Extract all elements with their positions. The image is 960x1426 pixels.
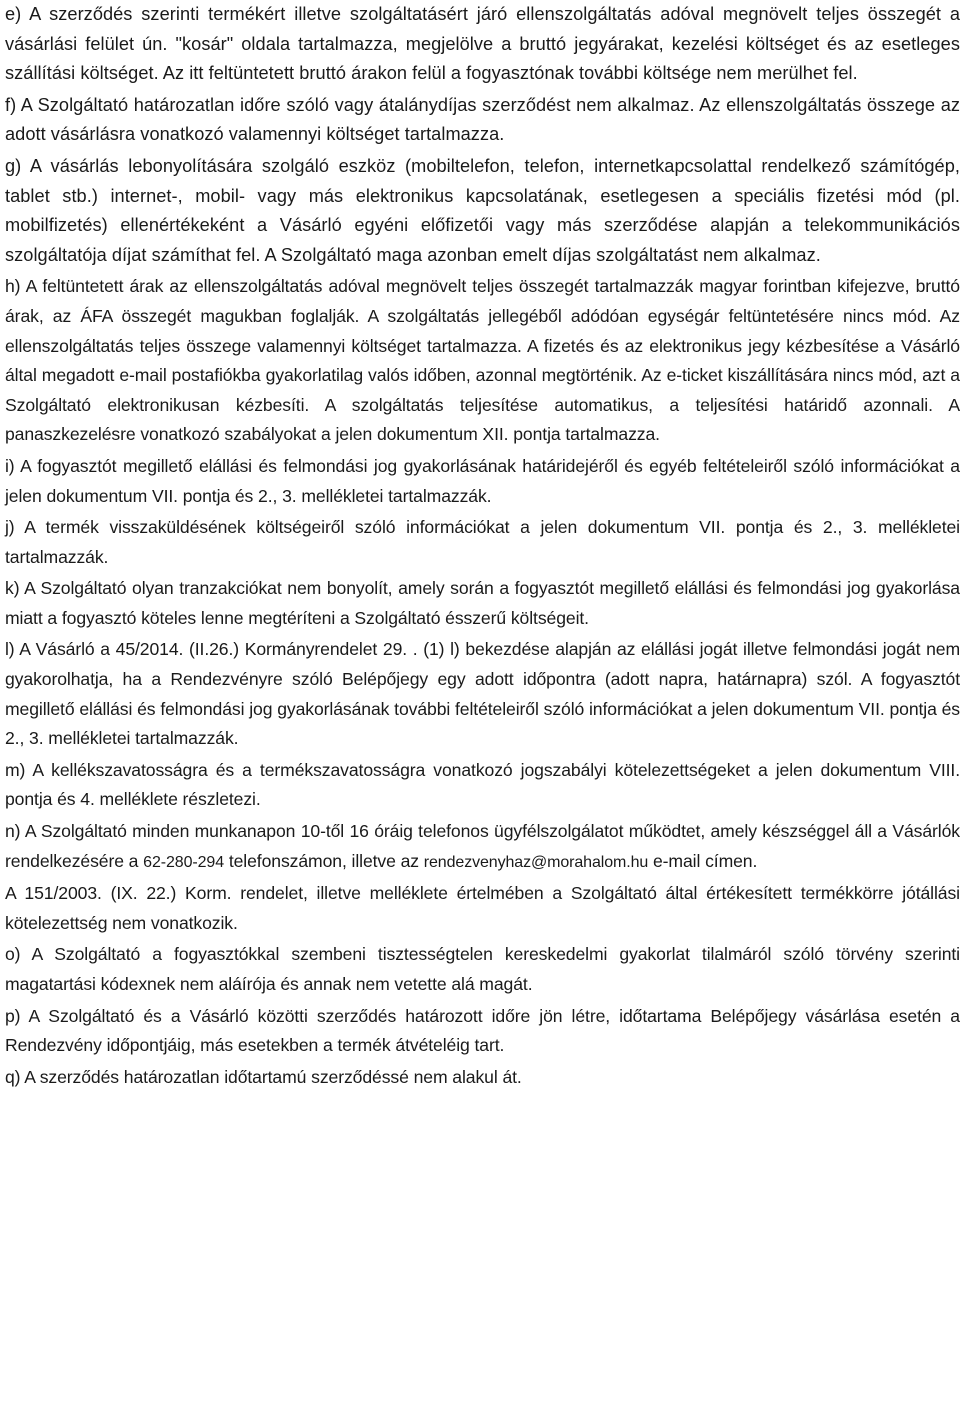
paragraph-f: f) A Szolgáltató határozatlan időre szóló vagy átalánydíjas szerződést nem alkalmaz. Az ellenszolgáltatás összege az adott vásárlásra vonatkozó valamennyi költséget tartalmazza.: [5, 94, 960, 145]
paragraph-n-text: n) A Szolgáltató minden munkanapon 10-től 16 óráig telefonos ügyfélszolgálatot működtet, amely készséggel áll a Vásárlók rendelkezésére a: [5, 821, 960, 871]
paragraph-h: h) A feltüntetett árak az ellenszolgáltatás adóval megnövelt teljes összegét tartalmazzák magyar forintban kifejezve, bruttó árak, az ÁFA összegét magukban foglalják. A szolgáltatás jellegéből adódóan egységár feltüntetésére nincs mód. Az ellenszolgáltatás teljes összege valamennyi költséget tartalmazza. A fizetés és az elektronikus jegy kézbesítése a Vásárló által megadott e-mail postafiókba gyakorlatilag valós időben, azonnal megtörténik. Az e-ticket kiszállítására nincs mód, azt a Szolgáltató elektronikusan kézbesíti. A szolgáltatás teljesítése automatikus, a teljesítési határidő azonnali. A panaszkezelésre vonatkozó szabályokat a jelen dokumentum XII. pontja tartalmazza.: [5, 276, 960, 445]
paragraph-p: p) A Szolgáltató és a Vásárló közötti szerződés határozott időre jön létre, időtartama Belépőjegy vásárlása esetén a Rendezvény időpontjáig, más esetekben a termék átvételéig tart.: [5, 1005, 960, 1056]
paragraph-i: i) A fogyasztót megillető elállási és felmondási jog gyakorlásának határidejéről és egyéb feltételeiről szóló információkat a jelen dokumentum VII. pontja és 2., 3. mellékletei tartalmazzák.: [5, 455, 960, 506]
document-page: [5, 0, 960, 1092]
paragraph-n-text-end: e-mail címen.: [648, 850, 758, 871]
paragraph-j: j) A termék visszaküldésének költségeiről szóló információkat a jelen dokumentum VII. pontja és 2., 3. mellékletei tartalmazzák.: [5, 517, 960, 567]
paragraph-n-warranty: A 151/2003. (IX. 22.) Korm. rendelet, illetve melléklete értelmében a Szolgáltató által értékesített termékkörre jótállási kötelezettség nem vonatkozik.: [5, 883, 960, 933]
paragraph-q: q) A szerződés határozatlan időtartamú szerződéssé nem alakul át.: [5, 1066, 522, 1087]
paragraph-n-text-mid: telefonszámon, illetve az: [224, 850, 424, 871]
paragraph-m: m) A kellékszavatosságra és a termékszavatosságra vonatkozó jogszabályi kötelezettségeket a jelen dokumentum VIII. pontja és 4. melléklete részletezi.: [5, 759, 960, 810]
paragraph-o: o) A Szolgáltató a fogyasztókkal szembeni tisztességtelen kereskedelmi gyakorlat tilalmáról szóló törvény szerinti magatartási kódexnek nem aláírója és annak nem vetette alá magát.: [5, 944, 960, 994]
email-address: rendezvenyhaz@morahalom.hu: [423, 853, 649, 871]
paragraph-k: k) A Szolgáltató olyan tranzakciókat nem bonyolít, amely során a fogyasztót megillető elállási és felmondási jog gyakorlása miatt a fogyasztó köteles lenne megtéríteni a Szolgáltató ésszerű költségeit.: [5, 578, 960, 628]
phone-number: 62-280-294: [143, 853, 225, 871]
paragraph-e: e) A szerződés szerinti termékért illetve szolgáltatásért járó ellenszolgáltatás adóval megnövelt teljes összegét a vásárlási felület ún. "kosár" oldala tartalmazza, megjelölve a bruttó jegyárakat, kezelési költséget és az esetleges szállítási költséget. Az itt feltüntetett bruttó árakon felül a fogyasztónak további költsége nem merülhet fel.: [5, 4, 960, 84]
paragraph-n: [5, 817, 960, 877]
paragraph-l: l) A Vásárló a 45/2014. (II.26.) Kormányrendelet 29. . (1) l) bekezdése alapján az elállási jogát illetve felmondási jogát nem gyakorolhatja, ha a Rendezvényre szóló Belépőjegy egy adott időpontra (adott napra, határnapra) szól. A fogyasztót megillető elállási és felmondási jog gyakorlásának további feltételeiről szóló információkat a jelen dokumentum VII. pontja és 2., 3. mellékletei tartalmazzák.: [5, 639, 960, 749]
paragraph-g: g) A vásárlás lebonyolítására szolgáló eszköz (mobiltelefon, telefon, internetkapcsolattal rendelkező számítógép, tablet stb.) internet-, mobil- vagy más elektronikus kapcsolatának, esetlegesen a speciális fizetési mód (pl. mobilfizetés) ellenértékeként a Vásárló egyéni előfizetői vagy más szerződése alapján a telekommunikációs szolgáltatója díjat számíthat fel. A Szolgáltató maga azonban emelt díjas szolgáltatást nem alkalmaz.: [5, 155, 960, 265]
